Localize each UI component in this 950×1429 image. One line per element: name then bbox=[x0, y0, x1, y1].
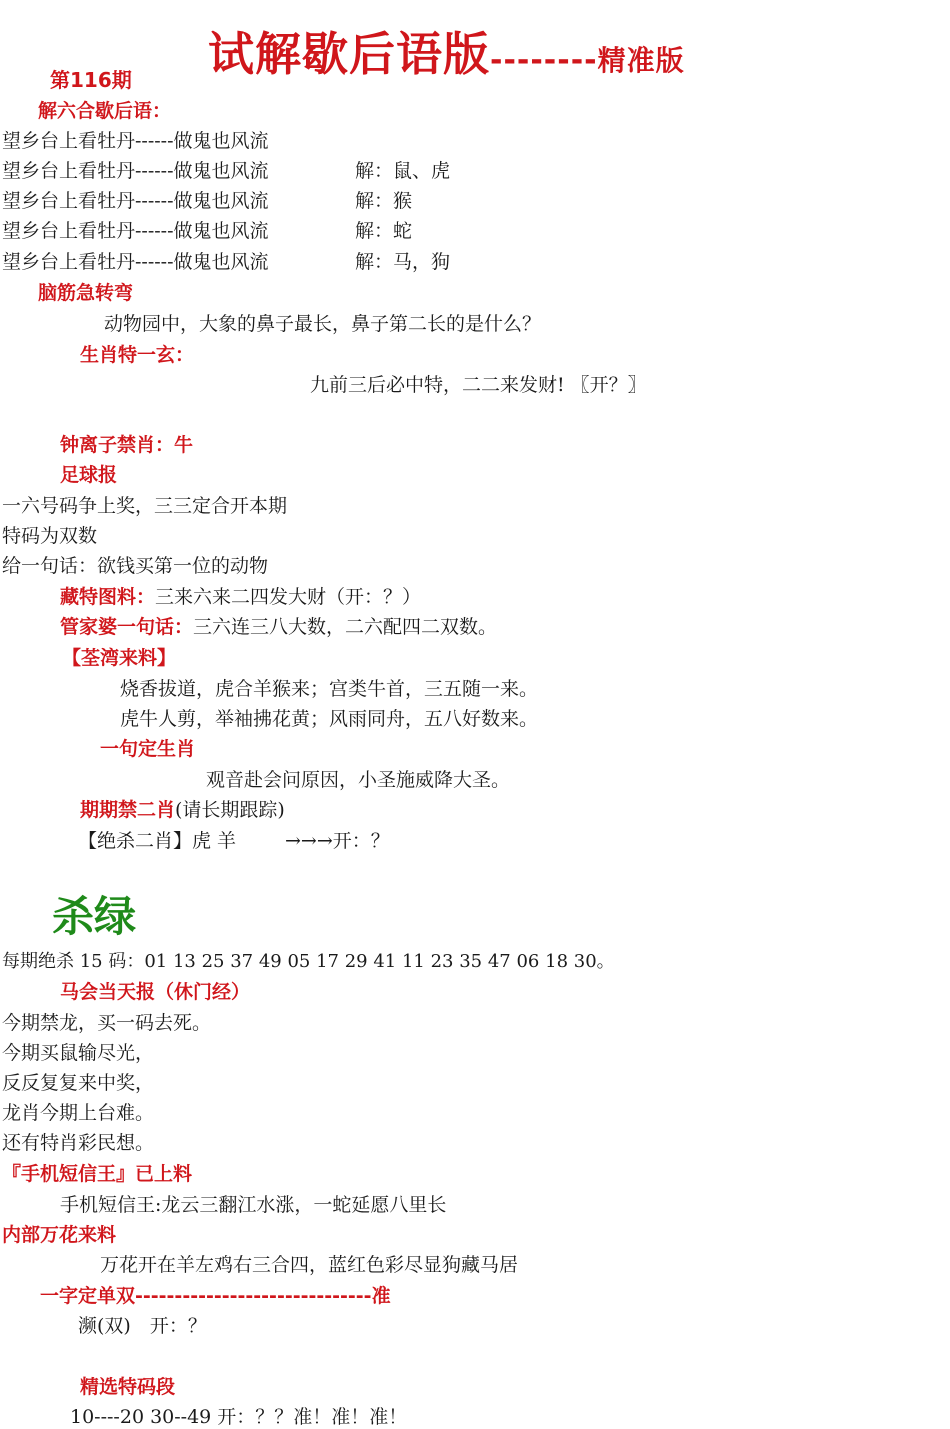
xiehouyu-answer-4: 解：蛇 bbox=[355, 220, 413, 242]
qiqi-line: 【绝杀二肖】虎 羊 bbox=[78, 830, 237, 852]
football-heading: 足球报 bbox=[60, 464, 118, 486]
zhongli-text: 钟离子禁肖：牛 bbox=[60, 434, 194, 456]
qiqi-arrow: →→→开：？ bbox=[285, 830, 390, 852]
title-subtitle: 精准版 bbox=[597, 44, 685, 77]
qiqi-label: 期期禁二肖 bbox=[80, 799, 176, 821]
wanhua-heading: 内部万花来料 bbox=[2, 1224, 117, 1246]
shalv-heading: 杀绿 bbox=[52, 892, 137, 941]
shengxiao-xuan-heading: 生肖特一玄： bbox=[80, 344, 195, 366]
qiqi-heading bbox=[80, 795, 285, 822]
quanwan-line-2: 虎牛人剪，举袖拂花黄；风雨同舟，五八好数来。 bbox=[120, 708, 539, 730]
xiehouyu-row-5: 望乡台上看牡丹------做鬼也风流 bbox=[2, 251, 269, 273]
xiehouyu-row-3: 望乡台上看牡丹------做鬼也风流 bbox=[2, 190, 269, 212]
guanjiapo-label: 管家婆一句话： bbox=[60, 616, 194, 638]
cangte-line bbox=[60, 582, 421, 609]
yiju-text: 观音赴会问原因，小圣施威降大圣。 bbox=[206, 769, 511, 791]
danshuang-text: 濒(双) 开：？ bbox=[78, 1315, 207, 1337]
wanhua-text: 万花开在羊左鸡右三合四，蓝红色彩尽显狗藏马居 bbox=[100, 1254, 519, 1276]
shengxiao-xuan-text: 九前三后必中特，二二来发财! 〖开？〗 bbox=[310, 374, 647, 396]
yiju-heading: 一句定生肖 bbox=[100, 738, 196, 760]
duanxin-text: 手机短信王:龙云三翻江水涨，一蛇延愿八里长 bbox=[60, 1194, 447, 1216]
cangte-label: 藏特图料： bbox=[60, 586, 156, 608]
xiehouyu-row-1: 望乡台上看牡丹------做鬼也风流 bbox=[2, 130, 269, 152]
xiehouyu-row-4: 望乡台上看牡丹------做鬼也风流 bbox=[2, 220, 269, 242]
jingxuan-text: 10----20 30--49 开：？？准！准！准！ bbox=[70, 1406, 408, 1428]
jingxuan-heading: 精选特码段 bbox=[80, 1376, 176, 1398]
mahui-line-2: 今期买鼠输尽光， bbox=[2, 1042, 155, 1064]
title-dashes: -------- bbox=[490, 43, 598, 78]
issue-number: 第116期 bbox=[50, 68, 132, 92]
xiehouyu-row-2: 望乡台上看牡丹------做鬼也风流 bbox=[2, 160, 269, 182]
mahui-line-3: 反反复复来中奖， bbox=[2, 1072, 155, 1094]
guanjiapo-line bbox=[60, 612, 497, 639]
page-title bbox=[208, 18, 685, 84]
mahui-line-5: 还有特肖彩民想。 bbox=[2, 1132, 155, 1154]
football-line-1: 一六号码争上奖，三三定合开本期 bbox=[2, 495, 288, 517]
mahui-line-1: 今期禁龙，买一码去死。 bbox=[2, 1012, 212, 1034]
danshuang-heading: 一字定单双------------------------------准 bbox=[40, 1285, 391, 1307]
cangte-text: 三来六来二四发大财（开：？） bbox=[155, 586, 422, 608]
quanwan-line-1: 烧香拔道，虎合羊猴来；宫类牛首，三五随一来。 bbox=[120, 678, 539, 700]
mahui-heading: 马会当天报（休门经） bbox=[60, 981, 251, 1003]
brain-teaser-question: 动物园中，大象的鼻子最长，鼻子第二长的是什么？ bbox=[104, 313, 542, 335]
shalv-line: 每期绝杀 15 码：01 13 25 37 49 05 17 29 41 11 23 35 47 06 18 30。 bbox=[2, 951, 615, 972]
football-line-3: 给一句话：欲钱买第一位的动物 bbox=[2, 555, 269, 577]
xiehouyu-answer-3: 解：猴 bbox=[355, 190, 413, 212]
football-line-2: 特码为双数 bbox=[2, 525, 98, 547]
brain-teaser-heading: 脑筋急转弯 bbox=[38, 282, 134, 304]
xiehouyu-heading: 解六合歇后语： bbox=[38, 100, 172, 122]
guanjiapo-text: 三六连三八大数，二六配四二双数。 bbox=[193, 616, 498, 638]
duanxin-heading: 『手机短信王』已上料 bbox=[2, 1163, 193, 1185]
mahui-line-4: 龙肖今期上台难。 bbox=[2, 1102, 155, 1124]
qiqi-note: (请长期跟踪) bbox=[175, 799, 285, 821]
title-text: 试解歇后语版 bbox=[208, 27, 490, 81]
xiehouyu-answer-5: 解：马，狗 bbox=[355, 251, 451, 273]
quanwan-heading: 【荃湾来料】 bbox=[62, 647, 177, 669]
xiehouyu-answer-2: 解：鼠、虎 bbox=[355, 160, 451, 182]
